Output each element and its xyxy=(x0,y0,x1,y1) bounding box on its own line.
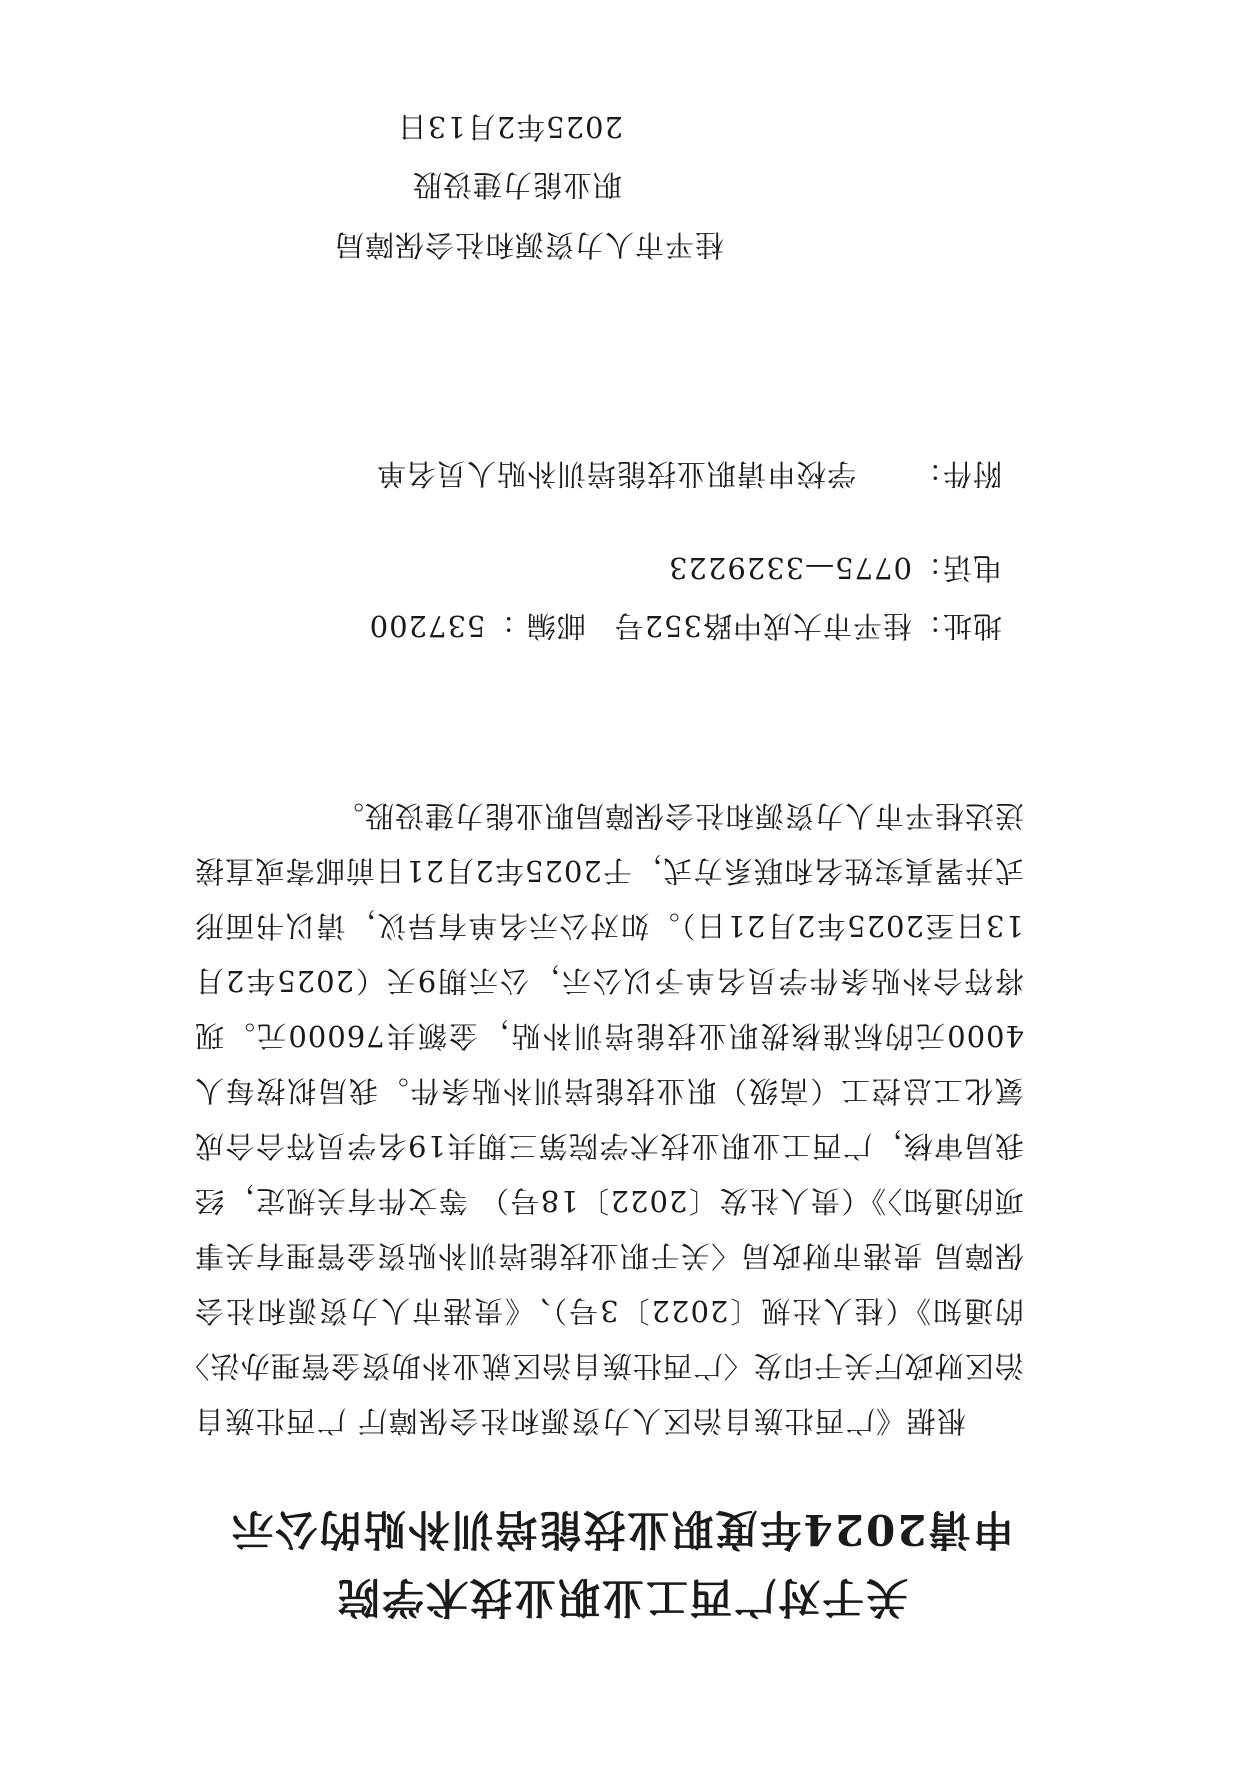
signature-department: 职业能力建设股 xyxy=(411,168,622,202)
address-label: 地址： xyxy=(911,609,1002,643)
attachment-line xyxy=(375,457,1002,491)
address-value: 桂平市大成中路352号 xyxy=(613,609,912,643)
attachment-label: 附件： xyxy=(911,457,1002,491)
body-paragraph: 根据《广西壮族自治区人力资源和社会保障厅 广西壮族自治区财政厅关于印发〈广西壮族自治区就业补助资金管理办法〉的通知》（桂人社规〔2022〕3号）、《贵港市人力资源和社会保障局 贵港市财政局〈关于职业技能培训补贴资金管理有关事项的通知〉》（贵人社发〔2022〕18号） 等文件有关规定，经我局审核，广西工业职业技术学院第三期共19名学员符合合成氨化工总控工（高级）职业技能培训补贴条件。我局拟按每人4000元的标准核拨职业技能培训补贴，金额共76000元。现将符合补贴条件学员名单予以公示，公示期9天（2025年2月13日至2025年2月21日）。如对公示名单有异议，请以书面形式并署真实姓名和联系方式，于2025年2月21日前邮寄或直接送达桂平市人力资源和社会保障局职业能力建设股。 xyxy=(194,799,1024,1438)
attachment-value: 学校申请职业技能培训补贴人员名单 xyxy=(375,457,856,491)
postcode-label: 邮编 ： xyxy=(485,609,586,643)
phone-line xyxy=(668,551,1002,585)
document-title-line-2: 申请2024年度职业技能培训补贴的公示 xyxy=(229,1505,1015,1554)
signature-date: 2025年2月13日 xyxy=(396,110,623,144)
phone-value: 0775—3329223 xyxy=(668,551,912,585)
phone-label: 电话： xyxy=(911,551,1002,585)
signature-organization: 桂平市人力资源和社会保障局 xyxy=(333,228,724,262)
document-title-line-1: 关于对广西工业职业技术学院 xyxy=(336,1573,909,1622)
postcode-value: 537200 xyxy=(368,609,486,643)
address-line xyxy=(368,609,1002,643)
